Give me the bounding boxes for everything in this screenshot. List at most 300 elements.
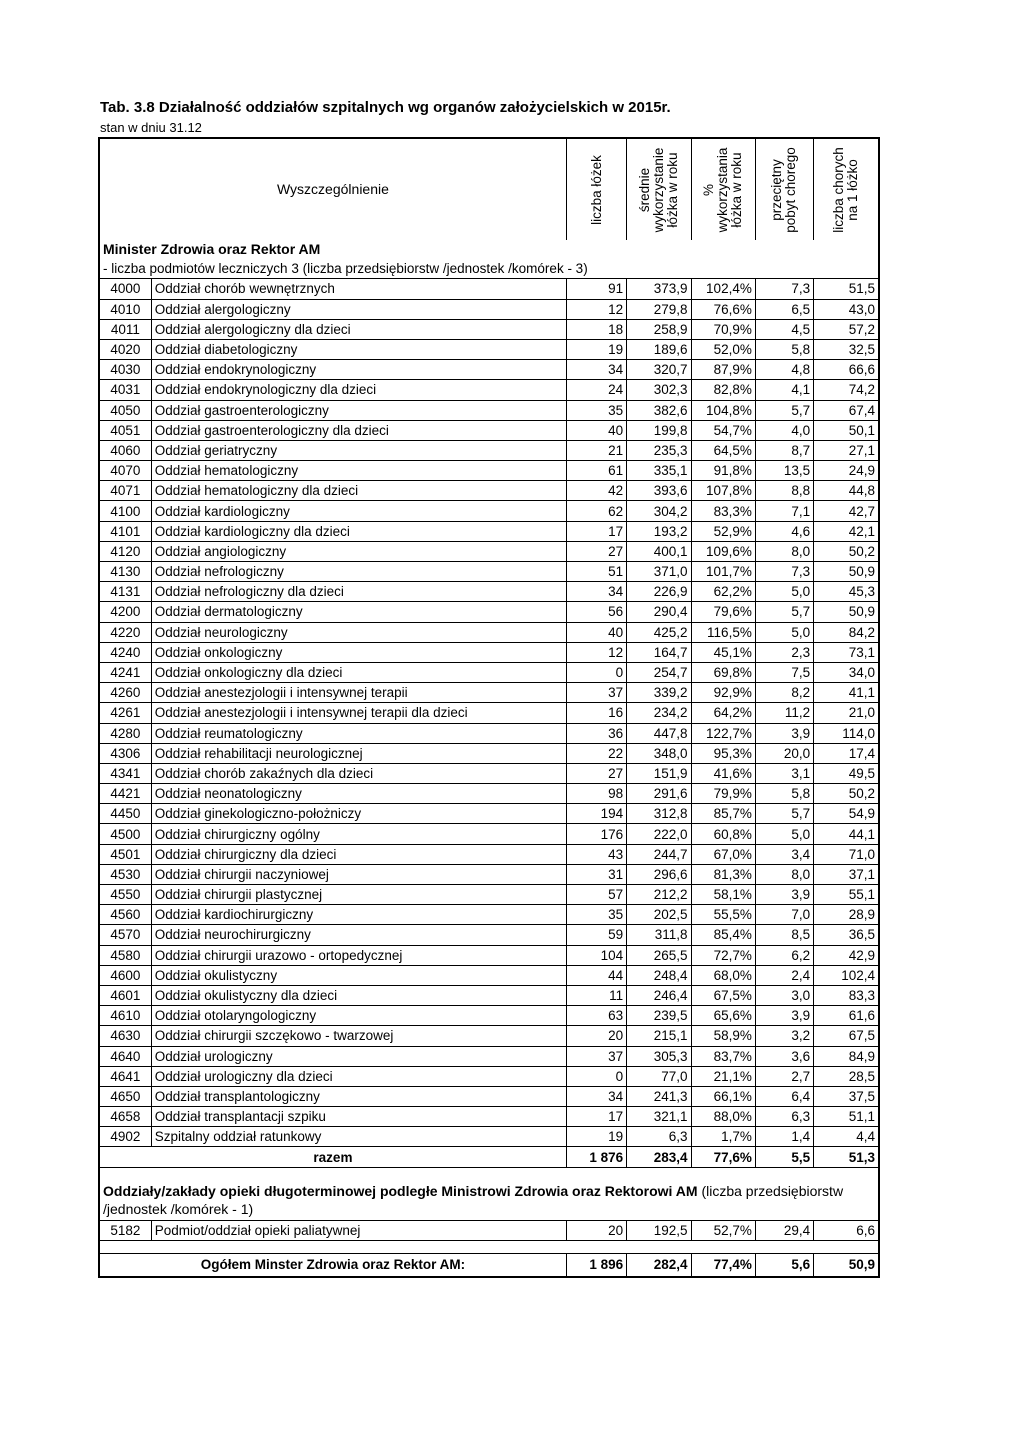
header-avg-usage-line2: wykorzystanie <box>650 147 666 232</box>
ward-code: 4260 <box>99 683 151 703</box>
avg-usage-value: 246,4 <box>627 985 691 1005</box>
beds-value: 17 <box>566 521 626 541</box>
avg-usage-value: 305,3 <box>627 1046 691 1066</box>
beds-value: 34 <box>566 1086 626 1106</box>
beds-value: 0 <box>566 662 626 682</box>
beds-value: 20 <box>566 1220 626 1240</box>
ward-code: 5182 <box>99 1220 151 1240</box>
ward-code: 4000 <box>99 279 151 299</box>
table-row <box>99 339 879 359</box>
ward-name: Oddział ginekologiczno-położniczy <box>151 804 566 824</box>
avg-stay-value: 5,8 <box>755 784 813 804</box>
pct-usage-value: 122,7% <box>691 723 755 743</box>
table-row <box>99 299 879 319</box>
avg-stay-value: 5,8 <box>755 339 813 359</box>
avg-stay-value: 6,3 <box>755 1107 813 1127</box>
avg-stay-value: 6,2 <box>755 945 813 965</box>
beds-value: 44 <box>566 965 626 985</box>
table-row <box>99 602 879 622</box>
beds-value: 36 <box>566 723 626 743</box>
avg-stay-value: 8,5 <box>755 925 813 945</box>
patients-per-bed-value: 42,7 <box>814 501 879 521</box>
spacer-row <box>99 1240 879 1253</box>
ward-name: Szpitalny oddział ratunkowy <box>151 1127 566 1147</box>
pct-usage-value: 41,6% <box>691 763 755 783</box>
ward-code: 4020 <box>99 339 151 359</box>
table-row <box>99 1220 879 1240</box>
patients-per-bed-value: 67,4 <box>814 400 879 420</box>
pct-usage-value: 66,1% <box>691 1086 755 1106</box>
table-row <box>99 965 879 985</box>
avg-stay-value: 3,2 <box>755 1026 813 1046</box>
avg-stay-value: 7,5 <box>755 662 813 682</box>
table-row <box>99 662 879 682</box>
avg-stay-value: 4,1 <box>755 380 813 400</box>
avg-usage-value: 258,9 <box>627 319 691 339</box>
ward-code: 4060 <box>99 440 151 460</box>
header-avg-stay-line1: przeciętny <box>769 158 785 221</box>
pct-usage-value: 64,5% <box>691 440 755 460</box>
beds-value: 19 <box>566 1127 626 1147</box>
avg-stay-value: 7,1 <box>755 501 813 521</box>
header-beds <box>566 138 626 240</box>
avg-usage-value: 339,2 <box>627 683 691 703</box>
avg-stay-value: 5,7 <box>755 602 813 622</box>
pct-usage-value: 85,4% <box>691 925 755 945</box>
table-row <box>99 925 879 945</box>
patients-per-bed-value: 50,2 <box>814 541 879 561</box>
header-avg-usage <box>627 138 691 240</box>
patients-per-bed-value: 74,2 <box>814 380 879 400</box>
avg-stay-value: 5,0 <box>755 824 813 844</box>
ward-name: Oddział kardiologiczny <box>151 501 566 521</box>
avg-stay-value: 7,0 <box>755 905 813 925</box>
avg-stay-value: 4,5 <box>755 319 813 339</box>
section1-title: Minister Zdrowia oraz Rektor AM <box>99 240 879 259</box>
table-row <box>99 844 879 864</box>
subtotal-patients-per-bed: 51,3 <box>814 1147 879 1167</box>
avg-usage-value: 241,3 <box>627 1086 691 1106</box>
avg-usage-value: 400,1 <box>627 541 691 561</box>
table-row <box>99 440 879 460</box>
avg-usage-value: 212,2 <box>627 885 691 905</box>
grand-total-row <box>99 1253 879 1277</box>
header-avg-stay <box>755 138 813 240</box>
header-beds-label: liczba łóżek <box>588 154 604 225</box>
avg-stay-value: 11,2 <box>755 703 813 723</box>
ward-code: 4902 <box>99 1127 151 1147</box>
table-row <box>99 1046 879 1066</box>
ward-code: 4500 <box>99 824 151 844</box>
pct-usage-value: 55,5% <box>691 905 755 925</box>
pct-usage-value: 58,9% <box>691 1026 755 1046</box>
patients-per-bed-value: 45,3 <box>814 582 879 602</box>
avg-stay-value: 6,4 <box>755 1086 813 1106</box>
patients-per-bed-value: 50,1 <box>814 420 879 440</box>
spacer-cell <box>99 1167 879 1180</box>
table-row <box>99 562 879 582</box>
patients-per-bed-value: 27,1 <box>814 440 879 460</box>
patients-per-bed-value: 114,0 <box>814 723 879 743</box>
avg-usage-value: 321,1 <box>627 1107 691 1127</box>
beds-value: 40 <box>566 622 626 642</box>
avg-stay-value: 7,3 <box>755 279 813 299</box>
ward-code: 4240 <box>99 642 151 662</box>
patients-per-bed-value: 73,1 <box>814 642 879 662</box>
subtotal-row <box>99 1147 879 1167</box>
subtotal-avg-stay: 5,5 <box>755 1147 813 1167</box>
avg-usage-value: 244,7 <box>627 844 691 864</box>
ward-name: Oddział chirurgii urazowo - ortopedycznej <box>151 945 566 965</box>
patients-per-bed-value: 43,0 <box>814 299 879 319</box>
header-patients-per-bed-line2: na 1 łóżko <box>845 158 861 221</box>
avg-usage-value: 373,9 <box>627 279 691 299</box>
section2-title <box>99 1180 879 1221</box>
ward-code: 4421 <box>99 784 151 804</box>
ward-name: Oddział chirurgii szczękowo - twarzowej <box>151 1026 566 1046</box>
avg-stay-value: 8,2 <box>755 683 813 703</box>
beds-value: 51 <box>566 562 626 582</box>
beds-value: 22 <box>566 743 626 763</box>
ward-code: 4280 <box>99 723 151 743</box>
avg-stay-value: 2,3 <box>755 642 813 662</box>
table-row <box>99 1026 879 1046</box>
patients-per-bed-value: 66,6 <box>814 360 879 380</box>
pct-usage-value: 52,9% <box>691 521 755 541</box>
pct-usage-value: 69,8% <box>691 662 755 682</box>
avg-stay-value: 20,0 <box>755 743 813 763</box>
patients-per-bed-value: 37,5 <box>814 1086 879 1106</box>
grand-total-label: Ogółem Minster Zdrowia oraz Rektor AM: <box>99 1253 566 1277</box>
ward-code: 4100 <box>99 501 151 521</box>
pct-usage-value: 62,2% <box>691 582 755 602</box>
table-row <box>99 582 879 602</box>
avg-stay-value: 5,0 <box>755 582 813 602</box>
grand-total-avg-usage: 282,4 <box>627 1253 691 1277</box>
patients-per-bed-value: 50,9 <box>814 562 879 582</box>
pct-usage-value: 67,5% <box>691 985 755 1005</box>
avg-stay-value: 4,6 <box>755 521 813 541</box>
table-row <box>99 885 879 905</box>
ward-name: Oddział okulistyczny dla dzieci <box>151 985 566 1005</box>
table-row <box>99 905 879 925</box>
ward-code: 4131 <box>99 582 151 602</box>
table-row <box>99 703 879 723</box>
avg-usage-value: 193,2 <box>627 521 691 541</box>
avg-usage-value: 77,0 <box>627 1066 691 1086</box>
avg-usage-value: 202,5 <box>627 905 691 925</box>
pct-usage-value: 64,2% <box>691 703 755 723</box>
avg-stay-value: 8,0 <box>755 541 813 561</box>
ward-name: Oddział otolaryngologiczny <box>151 1006 566 1026</box>
grand-total-avg-stay: 5,6 <box>755 1253 813 1277</box>
ward-name: Oddział reumatologiczny <box>151 723 566 743</box>
table-row <box>99 400 879 420</box>
pct-usage-value: 72,7% <box>691 945 755 965</box>
table-row <box>99 824 879 844</box>
beds-value: 42 <box>566 481 626 501</box>
avg-stay-value: 3,9 <box>755 723 813 743</box>
beds-value: 17 <box>566 1107 626 1127</box>
patients-per-bed-value: 44,1 <box>814 824 879 844</box>
ward-name: Oddział urologiczny dla dzieci <box>151 1066 566 1086</box>
beds-value: 194 <box>566 804 626 824</box>
avg-usage-value: 320,7 <box>627 360 691 380</box>
avg-stay-value: 8,7 <box>755 440 813 460</box>
pct-usage-value: 79,6% <box>691 602 755 622</box>
header-avg-stay-line2: pobyt chorego <box>783 146 799 233</box>
beds-value: 0 <box>566 1066 626 1086</box>
ward-name: Podmiot/oddział opieki paliatywnej <box>151 1220 566 1240</box>
ward-name: Oddział onkologiczny dla dzieci <box>151 662 566 682</box>
pct-usage-value: 104,8% <box>691 400 755 420</box>
patients-per-bed-value: 42,9 <box>814 945 879 965</box>
avg-usage-value: 199,8 <box>627 420 691 440</box>
avg-usage-value: 6,3 <box>627 1127 691 1147</box>
avg-usage-value: 348,0 <box>627 743 691 763</box>
avg-stay-value: 2,4 <box>755 965 813 985</box>
avg-usage-value: 226,9 <box>627 582 691 602</box>
ward-code: 4658 <box>99 1107 151 1127</box>
subtotal-label: razem <box>99 1147 566 1167</box>
avg-stay-value: 3,9 <box>755 1006 813 1026</box>
ward-code: 4200 <box>99 602 151 622</box>
ward-name: Oddział alergologiczny dla dzieci <box>151 319 566 339</box>
avg-stay-value: 5,7 <box>755 400 813 420</box>
table-row <box>99 360 879 380</box>
patients-per-bed-value: 49,5 <box>814 763 879 783</box>
avg-stay-value: 5,7 <box>755 804 813 824</box>
header-pct-usage-line2: wykorzystania <box>715 147 731 232</box>
beds-value: 37 <box>566 1046 626 1066</box>
pct-usage-value: 107,8% <box>691 481 755 501</box>
pct-usage-value: 67,0% <box>691 844 755 864</box>
beds-value: 12 <box>566 642 626 662</box>
section1-info: - liczba podmiotów leczniczych 3 (liczba przedsiębiorstw /jednostek /komórek - 3) <box>99 259 879 279</box>
patients-per-bed-value: 50,9 <box>814 602 879 622</box>
ward-code: 4070 <box>99 461 151 481</box>
spacer-row <box>99 1167 879 1180</box>
beds-value: 35 <box>566 400 626 420</box>
pct-usage-value: 45,1% <box>691 642 755 662</box>
pct-usage-value: 102,4% <box>691 279 755 299</box>
patients-per-bed-value: 67,5 <box>814 1026 879 1046</box>
beds-value: 27 <box>566 541 626 561</box>
ward-name: Oddział dermatologiczny <box>151 602 566 622</box>
ward-code: 4010 <box>99 299 151 319</box>
ward-name: Oddział chirurgii plastycznej <box>151 885 566 905</box>
beds-value: 19 <box>566 339 626 359</box>
ward-name: Oddział diabetologiczny <box>151 339 566 359</box>
ward-code: 4600 <box>99 965 151 985</box>
section1-title-row <box>99 240 879 259</box>
grand-total-pct-usage: 77,4% <box>691 1253 755 1277</box>
pct-usage-value: 60,8% <box>691 824 755 844</box>
ward-code: 4610 <box>99 1006 151 1026</box>
ward-name: Oddział gastroenterologiczny <box>151 400 566 420</box>
ward-code: 4130 <box>99 562 151 582</box>
beds-value: 31 <box>566 864 626 884</box>
avg-stay-value: 6,5 <box>755 299 813 319</box>
ward-name: Oddział alergologiczny <box>151 299 566 319</box>
ward-name: Oddział chirurgii naczyniowej <box>151 864 566 884</box>
section2-title-row <box>99 1180 879 1221</box>
table-row <box>99 1086 879 1106</box>
avg-usage-value: 189,6 <box>627 339 691 359</box>
patients-per-bed-value: 102,4 <box>814 965 879 985</box>
patients-per-bed-value: 21,0 <box>814 703 879 723</box>
patients-per-bed-value: 42,1 <box>814 521 879 541</box>
beds-value: 12 <box>566 299 626 319</box>
pct-usage-value: 83,7% <box>691 1046 755 1066</box>
avg-stay-value: 3,0 <box>755 985 813 1005</box>
table-row <box>99 1107 879 1127</box>
table-row <box>99 945 879 965</box>
ward-name: Oddział chirurgiczny ogólny <box>151 824 566 844</box>
patients-per-bed-value: 61,6 <box>814 1006 879 1026</box>
ward-name: Oddział nefrologiczny dla dzieci <box>151 582 566 602</box>
avg-stay-value: 8,0 <box>755 864 813 884</box>
table-row <box>99 1066 879 1086</box>
avg-usage-value: 215,1 <box>627 1026 691 1046</box>
ward-code: 4051 <box>99 420 151 440</box>
avg-usage-value: 302,3 <box>627 380 691 400</box>
beds-value: 11 <box>566 985 626 1005</box>
table-row <box>99 622 879 642</box>
ward-code: 4030 <box>99 360 151 380</box>
patients-per-bed-value: 84,2 <box>814 622 879 642</box>
ward-name: Oddział okulistyczny <box>151 965 566 985</box>
patients-per-bed-value: 28,5 <box>814 1066 879 1086</box>
beds-value: 27 <box>566 763 626 783</box>
ward-code: 4101 <box>99 521 151 541</box>
table-row <box>99 380 879 400</box>
beds-value: 57 <box>566 885 626 905</box>
patients-per-bed-value: 51,5 <box>814 279 879 299</box>
pct-usage-value: 82,8% <box>691 380 755 400</box>
patients-per-bed-value: 55,1 <box>814 885 879 905</box>
ward-code: 4630 <box>99 1026 151 1046</box>
beds-value: 16 <box>566 703 626 723</box>
pct-usage-value: 101,7% <box>691 562 755 582</box>
avg-stay-value: 3,4 <box>755 844 813 864</box>
ward-name: Oddział hematologiczny <box>151 461 566 481</box>
avg-stay-value: 2,7 <box>755 1066 813 1086</box>
ward-code: 4011 <box>99 319 151 339</box>
ward-name: Oddział chorób zakaźnych dla dzieci <box>151 763 566 783</box>
grand-total-patients-per-bed: 50,9 <box>814 1253 879 1277</box>
pct-usage-value: 87,9% <box>691 360 755 380</box>
beds-value: 91 <box>566 279 626 299</box>
patients-per-bed-value: 37,1 <box>814 864 879 884</box>
pct-usage-value: 21,1% <box>691 1066 755 1086</box>
ward-code: 4640 <box>99 1046 151 1066</box>
ward-name: Oddział geriatryczny <box>151 440 566 460</box>
ward-name: Oddział transplantologiczny <box>151 1086 566 1106</box>
avg-stay-value: 1,4 <box>755 1127 813 1147</box>
patients-per-bed-value: 28,9 <box>814 905 879 925</box>
beds-value: 40 <box>566 420 626 440</box>
avg-usage-value: 164,7 <box>627 642 691 662</box>
patients-per-bed-value: 84,9 <box>814 1046 879 1066</box>
table-row <box>99 784 879 804</box>
avg-usage-value: 222,0 <box>627 824 691 844</box>
patients-per-bed-value: 36,5 <box>814 925 879 945</box>
patients-per-bed-value: 44,8 <box>814 481 879 501</box>
section1-info-row <box>99 259 879 279</box>
ward-name: Oddział transplantacji szpiku <box>151 1107 566 1127</box>
avg-usage-value: 382,6 <box>627 400 691 420</box>
ward-name: Oddział gastroenterologiczny dla dzieci <box>151 420 566 440</box>
table-row <box>99 763 879 783</box>
patients-per-bed-value: 41,1 <box>814 683 879 703</box>
ward-code: 4306 <box>99 743 151 763</box>
patients-per-bed-value: 51,1 <box>814 1107 879 1127</box>
table-row <box>99 461 879 481</box>
ward-name: Oddział chorób wewnętrznych <box>151 279 566 299</box>
avg-usage-value: 393,6 <box>627 481 691 501</box>
avg-usage-value: 151,9 <box>627 763 691 783</box>
avg-stay-value: 3,9 <box>755 885 813 905</box>
pct-usage-value: 92,9% <box>691 683 755 703</box>
ward-name: Oddział neurochirurgiczny <box>151 925 566 945</box>
patients-per-bed-value: 34,0 <box>814 662 879 682</box>
table-row <box>99 804 879 824</box>
ward-name: Oddział rehabilitacji neurologicznej <box>151 743 566 763</box>
pct-usage-value: 81,3% <box>691 864 755 884</box>
beds-value: 21 <box>566 440 626 460</box>
ward-name: Oddział angiologiczny <box>151 541 566 561</box>
avg-usage-value: 239,5 <box>627 1006 691 1026</box>
pct-usage-value: 58,1% <box>691 885 755 905</box>
table-row <box>99 420 879 440</box>
table-row <box>99 642 879 662</box>
pct-usage-value: 1,7% <box>691 1127 755 1147</box>
ward-code: 4220 <box>99 622 151 642</box>
avg-stay-value: 8,8 <box>755 481 813 501</box>
pct-usage-value: 116,5% <box>691 622 755 642</box>
section2-title-rest: (liczba przedsiębiorstw /jednostek /komórek - 1) <box>103 1182 844 1217</box>
avg-usage-value: 447,8 <box>627 723 691 743</box>
pct-usage-value: 54,7% <box>691 420 755 440</box>
beds-value: 34 <box>566 360 626 380</box>
beds-value: 176 <box>566 824 626 844</box>
table-row <box>99 501 879 521</box>
pct-usage-value: 88,0% <box>691 1107 755 1127</box>
subtotal-avg-usage: 283,4 <box>627 1147 691 1167</box>
table-row <box>99 864 879 884</box>
avg-stay-value: 29,4 <box>755 1220 813 1240</box>
ward-code: 4601 <box>99 985 151 1005</box>
table-row <box>99 541 879 561</box>
ward-code: 4650 <box>99 1086 151 1106</box>
ward-name: Oddział kardiochirurgiczny <box>151 905 566 925</box>
avg-usage-value: 296,6 <box>627 864 691 884</box>
subtotal-beds: 1 876 <box>566 1147 626 1167</box>
patients-per-bed-value: 57,2 <box>814 319 879 339</box>
table-row <box>99 319 879 339</box>
avg-stay-value: 3,1 <box>755 763 813 783</box>
beds-value: 56 <box>566 602 626 622</box>
ward-name: Oddział nefrologiczny <box>151 562 566 582</box>
header-patients-per-bed-line1: liczba chorych <box>831 146 847 233</box>
beds-value: 62 <box>566 501 626 521</box>
beds-value: 20 <box>566 1026 626 1046</box>
patients-per-bed-value: 54,9 <box>814 804 879 824</box>
header-avg-usage-line1: średnie <box>636 167 652 212</box>
spacer-cell <box>99 1240 879 1253</box>
avg-usage-value: 254,7 <box>627 662 691 682</box>
